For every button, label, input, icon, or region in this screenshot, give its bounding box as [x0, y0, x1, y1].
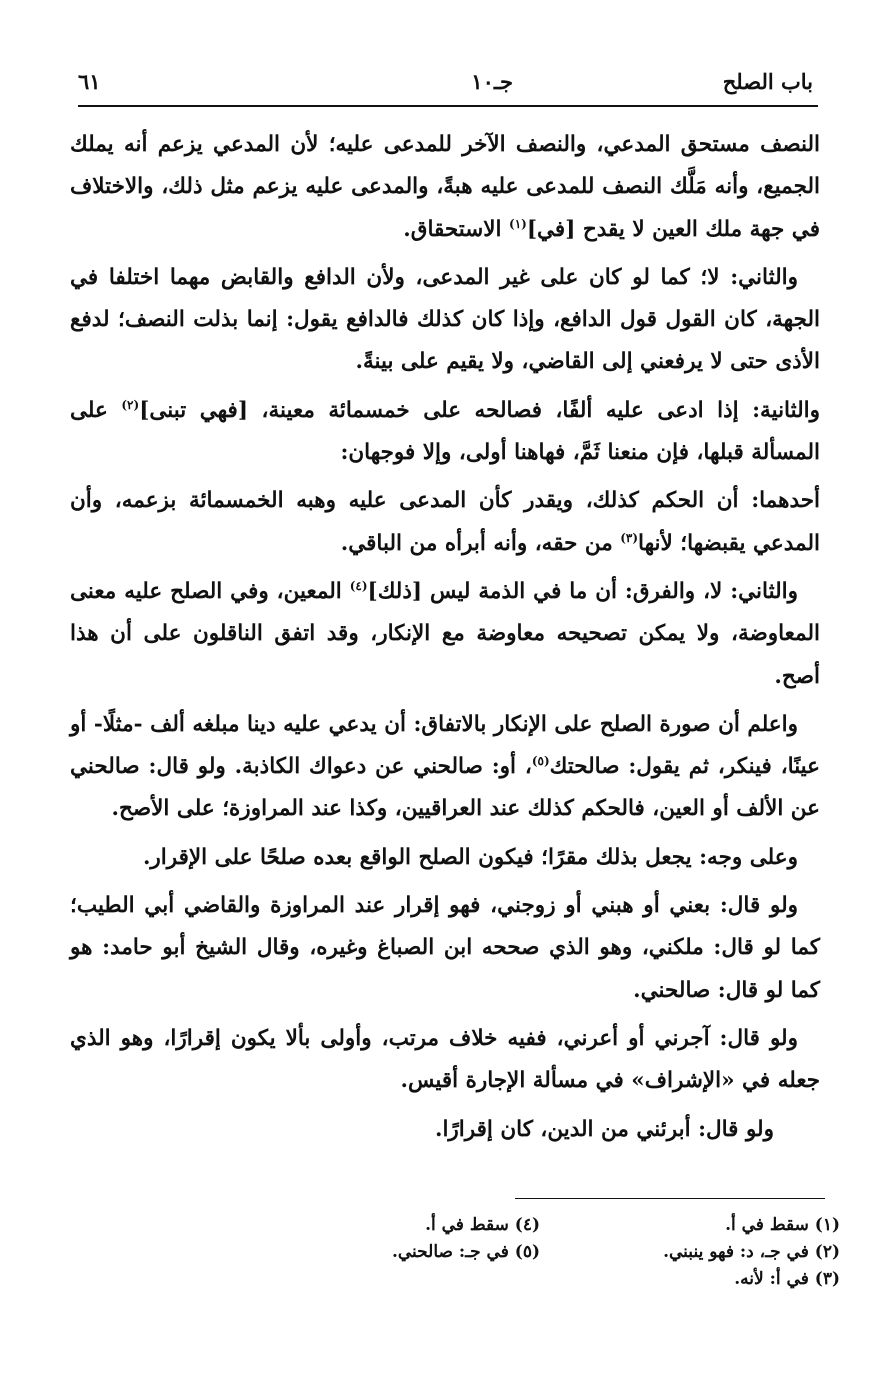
- footnote: (٢) في جـ، د: فهو ينبني.: [663, 1242, 840, 1262]
- paragraph: ولو قال: بعني أو هبني أو زوجني، فهو إقرار عند المراوزة والقاضي أبي الطيب؛ كما لو قال: ملكني، وهو الذي صححه ابن الصباغ وغيره، وقال الشيخ أبو حامد: هو كما لو قال: صالحني.: [70, 893, 820, 1003]
- footnote-marker: (٢): [121, 397, 140, 412]
- paragraph: النصف مستحق المدعي، والنصف الآخر للمدعى عليه؛ لأن المدعي يزعم أنه يملك الجميع، وأنه مَلَّك النصف للمدعى عليه هبةً، والمدعى عليه يزعم مثل ذلك، والاختلاف في جهة ملك العين لا يقدح [في]$^{(١)}$ الاستحقاق.: [70, 132, 820, 242]
- footnote-marker: (٤): [349, 578, 368, 593]
- footnote-marker: (١): [509, 216, 527, 231]
- paragraph: واعلم أن صورة الصلح على الإنكار بالاتفاق: أن يدعي عليه دينا مبلغه ألف -مثلًا- أو عينًا، فينكر، ثم يقول: صالحتك$^{(٥)}$، أو: صالحني عن دعواك الكاذبة. ولو قال: صالحني عن الألف أو العين، فالحكم كذلك عند العراقيين، وكذا عند المراوزة؛ على الأصح.: [70, 711, 820, 822]
- footnotes-column-left: [392, 1212, 540, 1266]
- footnotes-column-right: [663, 1212, 840, 1293]
- paragraph: ولو قال: أبرئني من الدين، كان إقرارًا.: [434, 1116, 774, 1142]
- header-divider: [78, 105, 818, 107]
- footnote: (٤) سقط في أ.: [425, 1215, 540, 1235]
- paragraph: أحدهما: أن الحكم كذلك، ويقدر كأن المدعى عليه وهبه الخمسمائة بزعمه، وأن المدعي يقبضها؛ لأنها$^{(٣)}$ من حقه، وأنه أبرأه من الباقي.: [70, 488, 820, 556]
- paragraph: ولو قال: آجرني أو أعرني، ففيه خلاف مرتب، وأولى بألا يكون إقرارًا، وهو الذي جعله في «الإشراف» في مسألة الإجارة أقيس.: [70, 1025, 820, 1094]
- paragraph: والثانية: إذا ادعى عليه ألفًا، فصالحه على خمسمائة معينة، [فهي تبنى]$^{(٢)}$ على المسألة قبلها، فإن منعنا ثَمَّ، فهاهنا أولى، وإلا فوجهان:: [70, 397, 820, 466]
- footnote: (٥) في جـ: صالحني.: [391, 1242, 540, 1262]
- running-header: [78, 62, 813, 102]
- footnote-divider: [515, 1198, 825, 1199]
- chapter-title: باب الصلح: [722, 69, 813, 94]
- paragraph: وعلى وجه: يجعل بذلك مقرًا؛ فيكون الصلح الواقع بعده صلحًا على الإقرار.: [142, 844, 798, 870]
- paragraph: والثاني: لا، والفرق: أن ما في الذمة ليس [ذلك]$^{(٤)}$ المعين، وفي الصلح عليه معنى المعاوضة، ولا يمكن تصحيحه معاوضة مع الإنكار، وقد اتفق الناقلون على أن هذا أصح.: [70, 578, 820, 689]
- paragraph: والثاني: لا؛ كما لو كان على غير المدعى، ولأن الدافع والقابض مهما اختلفا في الجهة، كان القول قول الدافع، وإذا كان كذلك فالدافع يقول: إنما بذلت النصف؛ لدفع الأذى حتى لا يرفعني إلى القاضي، ولا يقيم على بينةً.: [70, 264, 820, 375]
- page-number: ٦١: [78, 69, 101, 94]
- volume-number: جـ١٠: [471, 69, 513, 94]
- main-text: [70, 124, 820, 1157]
- footnote-marker: (٥): [531, 754, 550, 768]
- footnote: (١) سقط في أ.: [725, 1215, 840, 1235]
- footnote: (٣) في أ: لأنه.: [734, 1269, 840, 1289]
- footnote-marker: (٣): [620, 530, 639, 545]
